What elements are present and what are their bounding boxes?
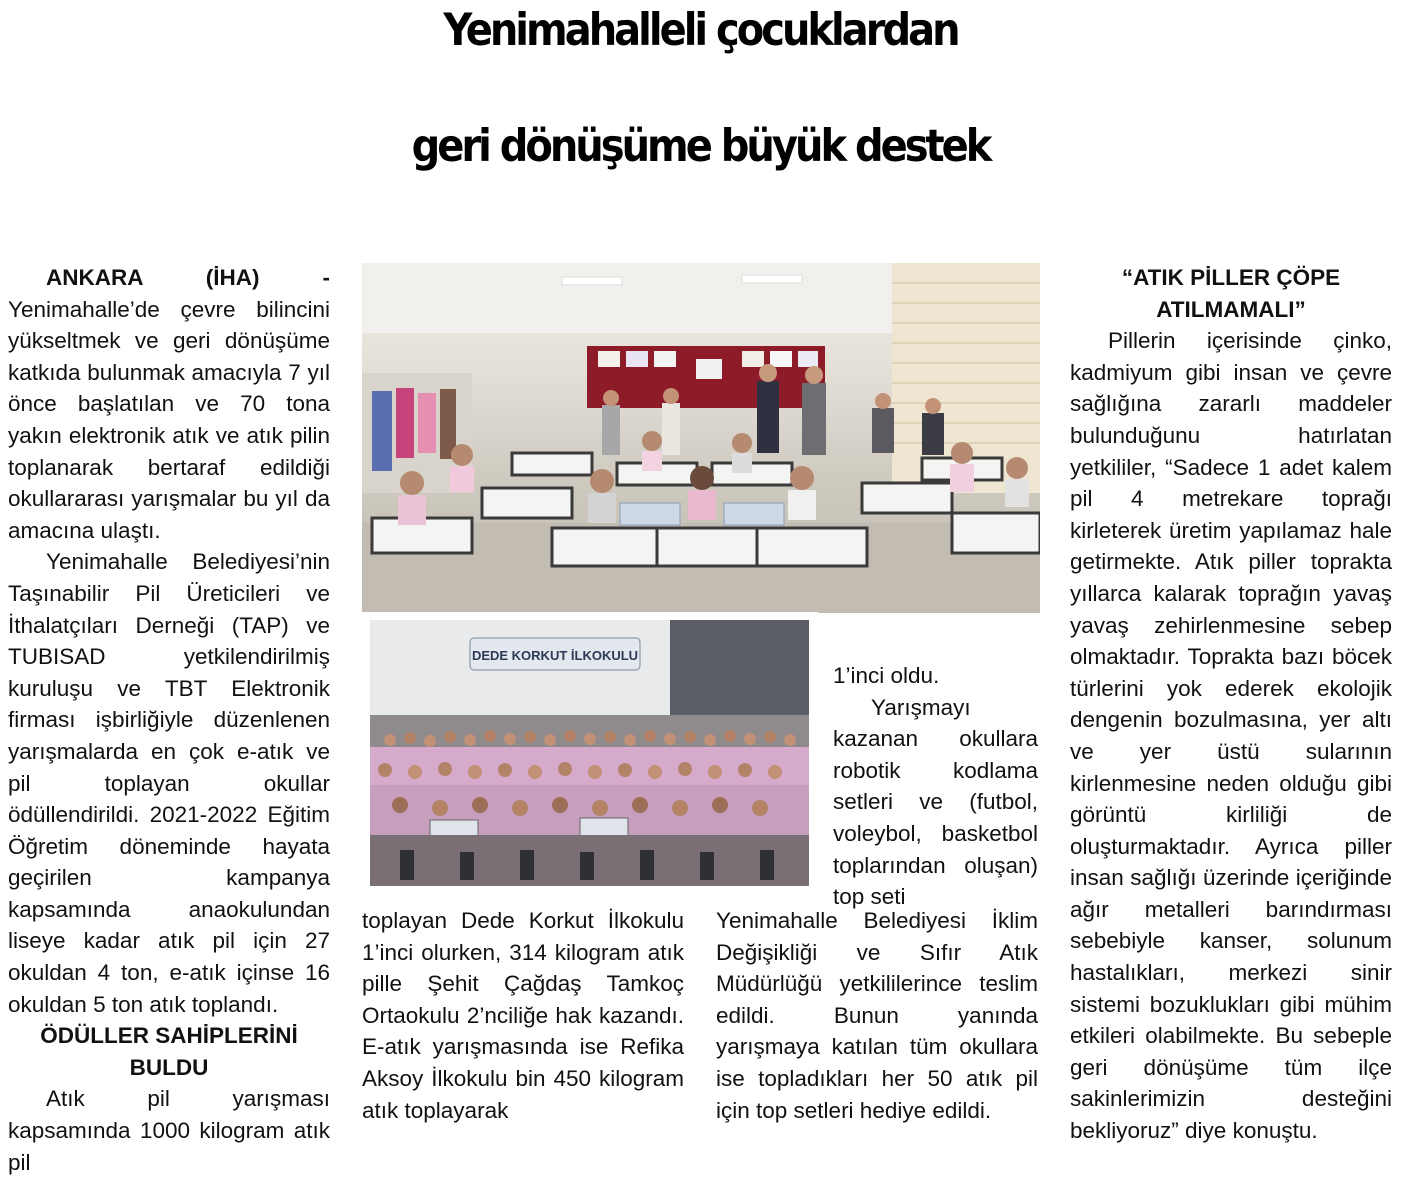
column-4-text: Pillerin içerisinde çinko, kadmiyum gibi insan ve çevre sağlığına zararlı maddeler bulunduğunu hatırlatan yetkililer, “Sadece 1 adet kalem pil 4 metrekare toprağı kirleterek üretim yapılamaz hale getirmekte. Atık piller toprakta yıllarca kalarak toprağın yavaş yavaş zehirlenmesine sebep olmaktadır. Toprakta bazı böcek türlerini yok ederek ekolojik dengenin bozulmasına, yer altı ve yer üstü sularının kirlenmesine neden olduğu gibi görüntü kirliliği de oluşturmaktadır. Ayrıca piller insan sağlığı üzerinde içeriğinde ağır metalleri barındırması sebebiyle kanser, solunum hastalıkları, merkezi sinir sistemi bozuklukları gibi mühim etkileri olabilmekte. Bu sebeple geri dönüşüme tüm ilçe sakinlerimizin desteğini bekliyoruz” diye konuştu. [1070,328,1392,1144]
column-3-first-line: 1’inci oldu. [833,663,940,688]
article-column-2 [362,905,684,1126]
subheading-awards: ÖDÜLLER SAHİPLERİNİ BULDU [40,1023,298,1080]
classroom-illustration [362,263,1040,613]
group-illustration [370,620,809,886]
column-3-paragraph: Yarışmayı kazanan okullara robotik kodlama setleri ve (futbol, voleybol, basketbol toplarından oluşan) top seti [833,694,1038,910]
subheading-batteries: “ATIK PİLLER ÇÖPE ATILMAMALI” [1121,265,1341,322]
headline-line-1: Yenimahalleli çocuklardan [443,4,958,57]
article-column-3-bottom [716,905,1038,1126]
school-group-photo [362,612,818,895]
lead-paragraph [8,262,330,546]
lead-text: Yenimahalle’de çevre bilincini yükseltmek ve geri dönüşüme katkıda bulunmak amacıyla 7 yıl önce başlatılan ve 70 tona yakın elektronik atık ve atık pilin toplanarak bertaraf edildiği okullararası yarışmalar bu yıl da amacına ulaştı. [8,296,330,543]
headline-line-2: geri dönüşüme büyük destek [411,120,990,173]
paragraph-3: Atık pil yarışması kapsamında 1000 kilogram atık pil [8,1086,330,1175]
article-column-4 [1070,262,1392,1147]
article-column-1 [8,262,330,1178]
school-sign: DEDE KORKUT İLKOKULU [471,648,639,663]
column-3-bottom-text: Yenimahalle Belediyesi İklim Değişikliği ve Sıfır Atık Müdürlüğü yetkililerince teslim edildi. Bunun yanında yarışmaya katılan tüm okullara ise topladıkları her 50 atık pil için top setleri hediye edildi. [716,908,1038,1123]
classroom-photo [362,263,1040,613]
paragraph-2: Yenimahalle Belediyesi’nin Taşınabilir Pil Üreticileri ve İthalatçıları Derneği (TAP) ve TUBISAD yetkilendirilmiş kuruluşu ve TBT Elektronik firması işbirliğiyle düzenlenen yarışmalarda en çok e-atık ve pil toplayan okullar ödüllendirildi. 2021-2022 Eğitim Öğretim döneminde hayata geçirilen kampanya kapsamında anaokulundan liseye kadar atık pil için 27 okuldan 4 ton, e-atık içinse 16 okuldan 5 ton atık toplandı. [8,549,330,1017]
article-column-3-top [833,660,1038,913]
column-2-text: toplayan Dede Korkut İlkokulu 1’inci olurken, 314 kilogram atık pille Şehit Çağdaş Tamkoç Ortaokulu 2’nciliğe hak kazandı. E-atık yarışmasında ise Refika Aksoy İlkokulu bin 450 kilogram atık toplayarak [362,908,684,1123]
dateline: ANKARA (İHA) - [46,265,330,290]
